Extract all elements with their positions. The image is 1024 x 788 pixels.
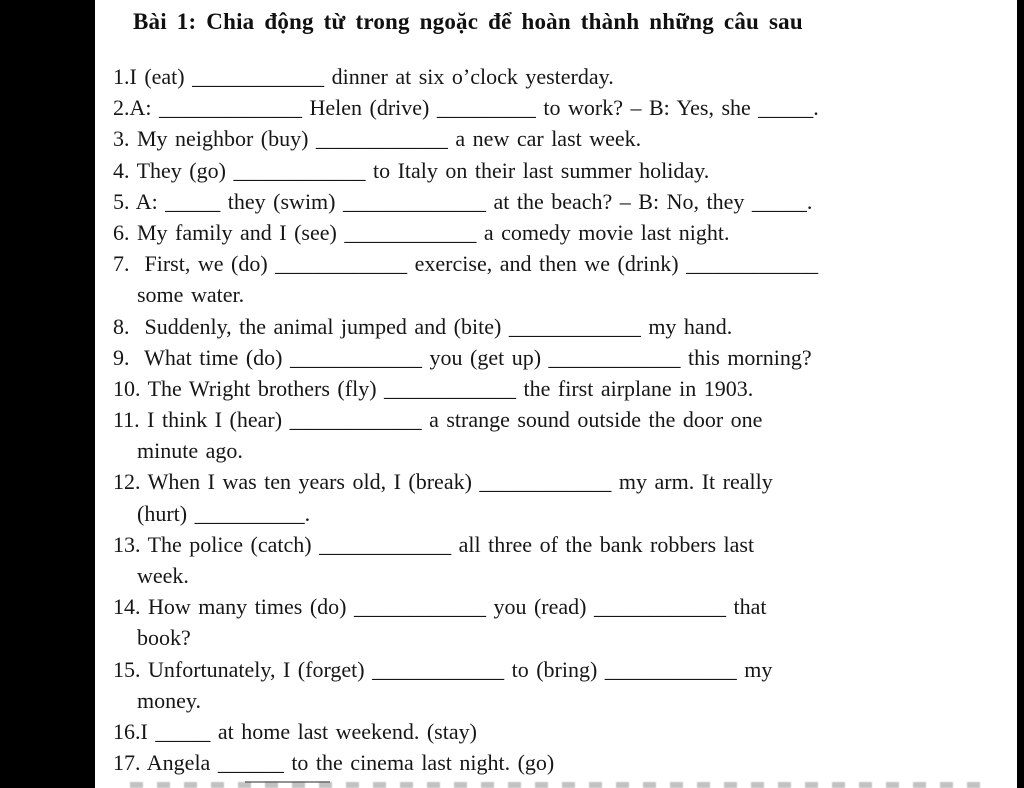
exercise-line-15-continuation: money.: [137, 687, 201, 713]
exercise-line-16: 16.I _____ at home last weekend. (stay): [113, 718, 477, 744]
exercise-line-14-continuation: book?: [137, 625, 191, 651]
exercise-line-13-continuation: week.: [137, 563, 189, 588]
exercise-line-6: 6. My family and I (see) ____________ a comedy movie last night.: [113, 219, 730, 245]
exercise-line-10: 10. The Wright brothers (fly) ____________ the first airplane in 1903.: [113, 375, 754, 401]
exercise-line-7: 7. First, we (do) ____________ exercise, and then we (drink) ____________: [113, 251, 819, 277]
exercise-line-5: 5. A: _____ they (swim) _____________ at the beach? – B: No, they _____.: [113, 188, 813, 214]
exercise-line-7-continuation: some water.: [137, 282, 245, 308]
exercise-line-3: 3. My neighbor (buy) ____________ a new car last week.: [113, 126, 642, 152]
clipped-next-line-blank: [245, 781, 330, 783]
exercise-line-1: 1.I (eat) ____________ dinner at six o’clock yesterday.: [113, 64, 614, 89]
exercise-line-11-continuation: minute ago.: [137, 438, 243, 464]
exercise-line-8: 8. Suddenly, the animal jumped and (bite) ____________ my hand.: [113, 313, 733, 339]
worksheet-page: [95, 0, 1017, 788]
exercise-line-11: 11. I think I (hear) ____________ a strange sound outside the door one: [113, 407, 763, 433]
exercise-line-2: 2.A: _____________ Helen (drive) _________ to work? – B: Yes, she _____.: [113, 95, 819, 121]
exercise-line-14: 14. How many times (do) ____________ you (read) ____________ that: [113, 594, 767, 620]
exercise-line-12: 12. When I was ten years old, I (break) ____________ my arm. It really: [113, 469, 773, 495]
exercise-line-4: 4. They (go) ____________ to Italy on their last summer holiday.: [113, 157, 710, 183]
exercise-title: Bài 1: Chia động từ trong ngoặc để hoàn thành những câu sau: [133, 9, 803, 34]
exercise-line-17: 17. Angela ______ to the cinema last night. (go): [113, 750, 555, 776]
exercise-line-12-continuation: (hurt) __________.: [137, 500, 311, 526]
exercise-line-13: 13. The police (catch) ____________ all three of the bank robbers last: [113, 531, 755, 557]
exercise-line-9: 9. What time (do) ____________ you (get up) ____________ this morning?: [113, 344, 812, 370]
exercise-line-list: [95, 61, 1017, 778]
exercise-line-15: 15. Unfortunately, I (forget) ____________ to (bring) ____________ my: [113, 656, 773, 682]
